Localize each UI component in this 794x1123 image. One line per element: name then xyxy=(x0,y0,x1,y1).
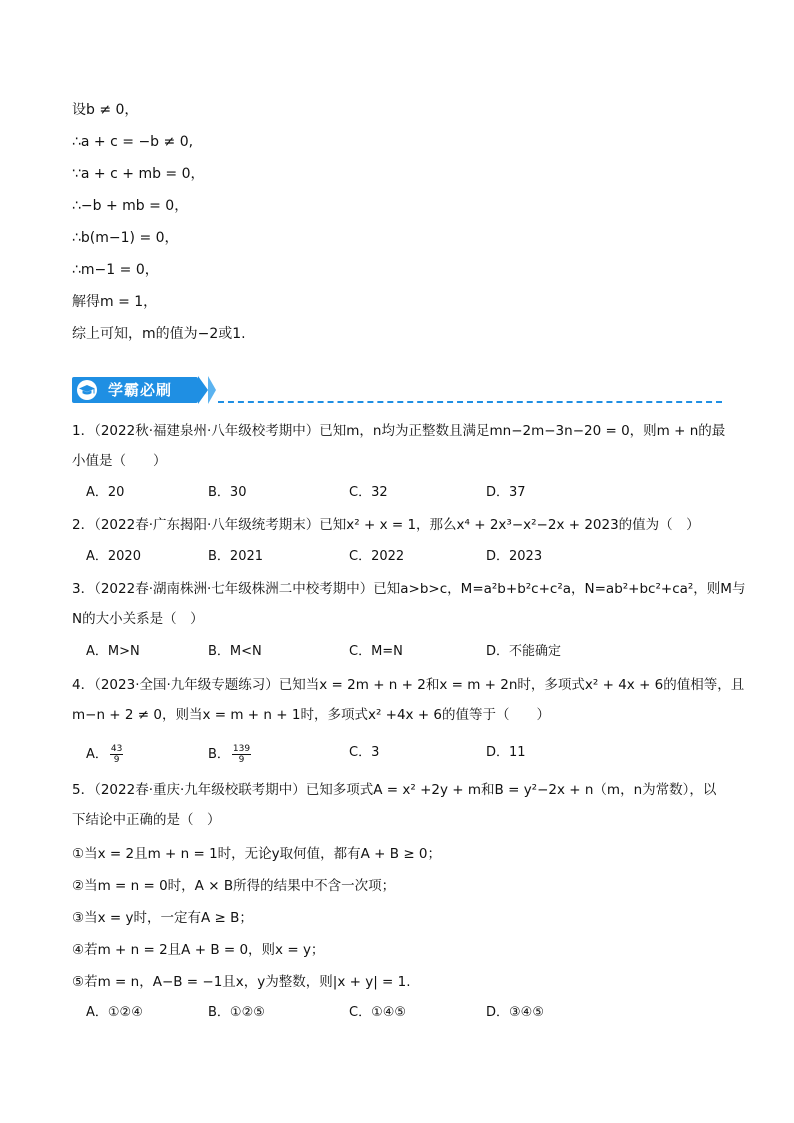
question-4-line-2: m−n + 2 ≠ 0，则当x = m + n + 1时，多项式x² +4x + 6的值等于（ ） xyxy=(72,707,551,723)
option-c[interactable]: C．2022 xyxy=(349,549,405,564)
section-banner xyxy=(72,376,722,406)
option-a-label: A． xyxy=(86,747,108,762)
solution-line-2: ∴a + c = −b ≠ 0, xyxy=(72,134,194,150)
section-banner-box xyxy=(72,377,198,403)
question-4-line-1: 4．（2023·全国·九年级专题练习）已知当x = 2m + n + 2和x = m + 2n时，多项式x² + 4x + 6的值相等，且 xyxy=(72,677,745,693)
option-b[interactable]: B．M<N xyxy=(208,644,262,659)
question-3-line-1: 3．（2022春·湖南株洲·七年级株洲二中校考期中）已知a>b>c，M=a²b+b²c+c²a，N=ab²+bc²+ca²，则M与 xyxy=(72,581,746,597)
statement-1: ①当x = 2且m + n = 1时，无论y取何值，都有A + B ≥ 0； xyxy=(72,846,442,862)
option-b-label: B． xyxy=(208,747,230,762)
solution-line-1: 设b ≠ 0， xyxy=(72,102,139,118)
statement-4: ④若m + n = 2且A + B = 0，则x = y； xyxy=(72,942,325,958)
option-d[interactable]: D．37 xyxy=(486,485,526,500)
question-3-line-2: N的大小关系是（ ） xyxy=(72,611,204,627)
banner-chevron-light xyxy=(208,376,216,404)
solution-line-5: ∴b(m−1) = 0， xyxy=(72,230,179,246)
statement-3: ③当x = y时，一定有A ≥ B； xyxy=(72,910,253,926)
question-4-options xyxy=(86,744,686,765)
option-c[interactable]: C．①④⑤ xyxy=(349,1005,407,1020)
solution-line-4: ∴−b + mb = 0， xyxy=(72,198,189,214)
fraction-b-numerator: 139 xyxy=(232,744,251,754)
statement-2: ②当m = n = 0时，A × B所得的结果中不含一次项； xyxy=(72,878,396,894)
option-b[interactable] xyxy=(208,744,251,765)
banner-divider xyxy=(218,401,722,403)
solution-line-7: 解得m = 1， xyxy=(72,294,158,310)
question-1-line-1: 1．（2022秋·福建泉州·八年级校考期中）已知m，n均为正整数且满足mn−2m−3n−20 = 0，则m + n的最 xyxy=(72,423,726,439)
option-a[interactable] xyxy=(86,744,123,765)
fraction-a xyxy=(110,744,123,765)
fraction-b xyxy=(232,744,251,765)
question-1-line-2: 小值是（ ） xyxy=(72,453,167,469)
question-5-options xyxy=(86,1004,686,1022)
option-d[interactable]: D．11 xyxy=(486,745,526,760)
option-d[interactable]: D．2023 xyxy=(486,549,543,564)
option-a[interactable]: A．①②④ xyxy=(86,1005,143,1020)
question-2-options xyxy=(86,548,686,566)
option-c[interactable]: C．M=N xyxy=(349,644,403,659)
option-b[interactable]: B．①②⑤ xyxy=(208,1005,265,1020)
fraction-a-denominator: 9 xyxy=(113,755,120,765)
option-b[interactable]: B．30 xyxy=(208,485,247,500)
question-1-options xyxy=(86,484,686,502)
question-2-line-1: 2．（2022春·广东揭阳·八年级统考期末）已知x² + x = 1，那么x⁴ + 2x³−x²−2x + 2023的值为（ ） xyxy=(72,517,700,533)
option-c[interactable]: C．32 xyxy=(349,485,388,500)
option-b[interactable]: B．2021 xyxy=(208,549,264,564)
fraction-a-numerator: 43 xyxy=(110,744,123,754)
option-c[interactable]: C．3 xyxy=(349,745,380,760)
statement-5: ⑤若m = n，A−B = −1且x，y为整数，则|x + y| = 1. xyxy=(72,974,411,990)
option-d[interactable]: D．③④⑤ xyxy=(486,1005,544,1020)
option-a[interactable]: A．20 xyxy=(86,485,125,500)
banner-chevron xyxy=(198,376,208,404)
question-5-line-2: 下结论中正确的是（ ） xyxy=(72,812,221,828)
question-3-options xyxy=(86,643,686,661)
option-a[interactable]: A．M>N xyxy=(86,644,140,659)
fraction-b-denominator: 9 xyxy=(238,755,245,765)
question-5-line-1: 5．（2022春·重庆·九年级校联考期中）已知多项式A = x² +2y + m和B = y²−2x + n（m，n为常数），以 xyxy=(72,782,717,798)
section-title: 学霸必刷 xyxy=(108,381,173,399)
option-a[interactable]: A．2020 xyxy=(86,549,141,564)
option-d[interactable]: D．不能确定 xyxy=(486,644,562,659)
graduation-cap-icon xyxy=(77,380,97,400)
solution-conclusion: 综上可知，m的值为−2或1. xyxy=(72,326,246,342)
solution-line-6: ∴m−1 = 0， xyxy=(72,262,159,278)
solution-line-3: ∵a + c + mb = 0， xyxy=(72,166,205,182)
